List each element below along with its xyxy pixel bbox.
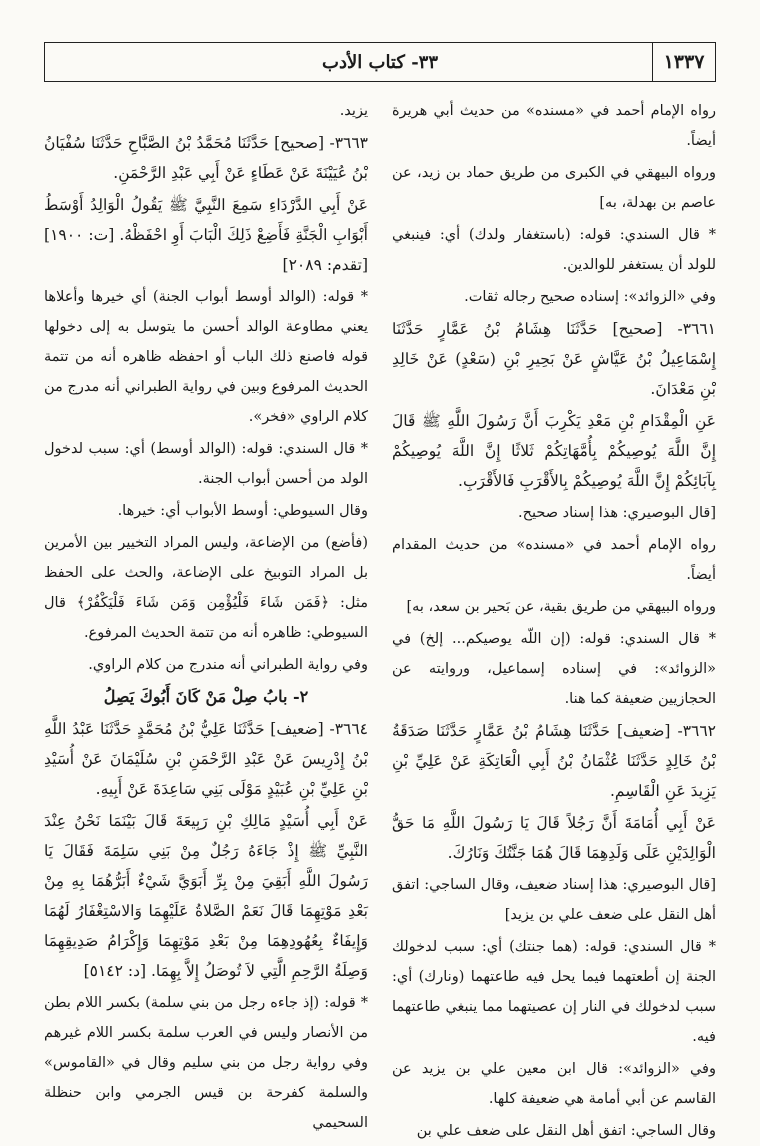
page-header — [44, 42, 716, 82]
right-column — [392, 96, 716, 1139]
commentary-paragraph: [قال البوصيري: هذا إسناد صحيح. — [518, 505, 716, 521]
commentary-paragraph: وقال السيوطي: أوسط الأبواب أي: خيرها. — [117, 503, 368, 519]
running-title: ٣٣- كتاب الأدب — [322, 51, 439, 73]
commentary-paragraph: ورواه البيهقي من طريق بقية، عن بَحير بن سعد، به] — [406, 599, 716, 615]
commentary-paragraph: * قال السندي: قوله: (هما جنتك) أي: سبب لدخولك الجنة إن أطعتهما فيما يحل فيه طاعتهما (ونارك) أي: سبب لدخولك في النار إن عصيتهما مما ينبغي طاعتهما فيه. — [392, 939, 716, 1045]
hadith-paragraph: ٣٦٦٢- [ضعيف] حَدَّثَنَا هِشَامُ بْنُ عَمَّارٍ حَدَّثَنَا صَدَقَةُ بْنُ خَالِدٍ حَدَّثَنَا عُثْمَانُ بْنُ أَبِي الْعَاتِكَةِ عَنْ عَلِيِّ بْنِ يَزِيدَ عَنِ الْقَاسِمِ. — [392, 722, 716, 800]
commentary-paragraph: * قال السندي: قوله: (الوالد أوسط) أي: سبب لدخول الولد من أحسن أبواب الجنة. — [44, 441, 368, 487]
commentary-paragraph: [قال البوصيري: هذا إسناد ضعيف، وقال الساجي: اتفق أهل النقل على ضعف علي بن يزيد] — [392, 877, 716, 923]
hadith-paragraph: عَنِ الْمِقْدَامِ بْنِ مَعْدِ يَكْرِبَ أَنَّ رَسُولَ اللَّهِ ﷺ قَالَ إِنَّ اللَّهَ يُوصِيكُمْ بِأُمَّهَاتِكُمْ ثَلاثًا إِنَّ اللَّهَ يُوصِيكُمْ بِآبَائِكُمْ إِنَّ اللَّهَ يُوصِيكُمْ بِالأَقْرَبِ فَالأَقْرَبِ. — [392, 412, 716, 490]
commentary-paragraph: يزيد. — [339, 103, 368, 119]
commentary-paragraph: وفي «الزوائد»: قال ابن معين علي بن يزيد عن القاسم عن أبي أمامة هي ضعيفة كلها. — [392, 1061, 716, 1107]
chapter-heading: ٢- بابُ صِلْ مَنْ كَانَ أَبُوكَ يَصِلُ — [103, 687, 309, 706]
hadith-paragraph: عَنْ أَبِي أُمَامَةَ أَنَّ رَجُلاً قَالَ يَا رَسُولَ اللَّهِ مَا حَقُّ الْوَالِدَيْنِ عَلَى وَلَدِهِمَا قَالَ هُمَا جَنَّتُكَ وَنَارُكَ. — [392, 814, 716, 862]
hadith-paragraph: عَنْ أَبِي الدَّرْدَاءِ سَمِعَ النَّبِيَّ ﷺ يَقُولُ الْوَالِدُ أَوْسَطُ أَبْوَابِ الْجَنَّةِ فَأَضِعْ ذَلِكَ الْبَابَ أَوِ احْفَظْهُ. [ت: ١٩٠٠] [تقدم: ٢٠٨٩] — [44, 196, 368, 274]
hadith-paragraph: ٣٦٦٣- [صحيح] حَدَّثَنَا مُحَمَّدُ بْنُ الصَّبَّاحِ حَدَّثَنَا سُفْيَانُ بْنُ عُيَيْنَةَ عَنْ عَطَاءٍ عَنْ أَبِي عَبْدِ الرَّحْمَنِ. — [44, 134, 368, 182]
commentary-paragraph: رواه الإمام أحمد في «مسنده» من حديث أبي هريرة أيضاً. — [392, 103, 716, 149]
commentary-paragraph: * قال السندي: قوله: (باستغفار ولدك) أي: فينبغي للولد أن يستغفر للوالدين. — [392, 227, 716, 273]
commentary-paragraph: وفي رواية الطبراني أنه مندرج من كلام الراوي. — [88, 657, 368, 673]
commentary-paragraph: وفي «الزوائد»: إسناده صحيح رجاله ثقات. — [464, 289, 716, 305]
hadith-paragraph: عَنْ أَبِي أُسَيْدٍ مَالِكِ بْنِ رَبِيعَةَ قَالَ بَيْنَمَا نَحْنُ عِنْدَ النَّبِيِّ ﷺ إِذْ جَاءَهُ رَجُلٌ مِنْ بَنِي سَلِمَةَ فَقَالَ يَا رَسُولَ اللَّهِ أَبَقِيَ مِنْ بِرِّ أَبَوَيَّ شَيْءٌ أَبَرُّهُمَا بِهِ مِنْ بَعْدِ مَوْتِهِمَا قَالَ نَعَمْ الصَّلاةُ عَلَيْهِمَا وَالاسْتِغْفَارُ لَهُمَا وَإِيفَاءٌ بِعُهُودِهِمَا مِنْ بَعْدِ مَوْتِهِمَا وَإِكْرَامُ صَدِيقِهِمَا وَصِلَةُ الرَّحِمِ الَّتِي لاَ تُوصَلُ إِلاَّ بِهِمَا. [د: ٥١٤٢] — [44, 812, 368, 980]
commentary-paragraph: رواه الإمام أحمد في «مسنده» من حديث المقدام أيضاً. — [392, 537, 716, 583]
commentary-paragraph: (فأضع) من الإضاعة، وليس المراد التخيير بين الأمرين بل المراد التوبيخ على الإضاعة، والحث على الحفظ مثل: ﴿فَمَن شَاءَ فَلْيُؤْمِن وَمَن شَاءَ فَلْيَكْفُرْ﴾ قال السيوطي: ظاهره أنه من تتمة الحديث المرفوع. — [44, 535, 368, 641]
commentary-paragraph: * قوله: (الوالد أوسط أبواب الجنة) أي خيرها وأعلاها يعني مطاوعة الوالد أحسن ما يتوسل به إلى دخولها قوله فاصنع ذلك الباب أو احفظه ظاهره أنه من تتمة الحديث المرفوع وبين في رواية الطبراني أنه مدرج من كلام الراوي «فخر». — [44, 289, 368, 425]
commentary-paragraph: * قال السندي: قوله: (إن اللّه يوصيكم... إلخ) في «الزوائد»: في إسناده إسماعيل، وروايته عن الحجازيين ضعيفة كما هنا. — [392, 631, 716, 707]
commentary-paragraph: وقال الساجي: اتفق أهل النقل على ضعف علي بن — [416, 1123, 716, 1139]
left-column — [44, 96, 368, 1131]
commentary-paragraph: ورواه البيهقي في الكبرى من طريق حماد بن زيد، عن عاصم بن بهدلة، به] — [392, 165, 716, 211]
hadith-paragraph: ٣٦٦١- [صحيح] حَدَّثَنَا هِشَامُ بْنُ عَمَّارٍ حَدَّثَنَا إِسْمَاعِيلُ بْنُ عَيَّاشٍ عَنْ بَحِيرِ بْنِ (سَعْدٍ) عَنْ خَالِدِ بْنِ مَعْدَانَ. — [392, 320, 716, 398]
commentary-paragraph: * قوله: (إذ جاءه رجل من بني سلمة) بكسر اللام بطن من الأنصار وليس في العرب سلمة بكسر اللام غيرهم وفي رواية رجل من بني سليم وقال في «القاموس» والسلمة كفرحة بن قيس الجرمي وابن حنظلة السحيمي — [44, 995, 368, 1131]
hadith-paragraph: ٣٦٦٤- [ضعيف] حَدَّثَنَا عَلِيُّ بْنُ مُحَمَّدٍ حَدَّثَنَا عَبْدُ اللَّهِ بْنُ إِدْرِيسَ عَنْ عَبْدِ الرَّحْمَنِ بْنِ سُلَيْمَانَ عَنْ أُسَيْدِ بْنِ عَلِيِّ بْنِ عُبَيْدٍ مَوْلَى بَنِي سَاعِدَةَ عَنْ أَبِيهِ. — [44, 720, 368, 798]
page-number: ١٣٣٧ — [652, 43, 715, 81]
